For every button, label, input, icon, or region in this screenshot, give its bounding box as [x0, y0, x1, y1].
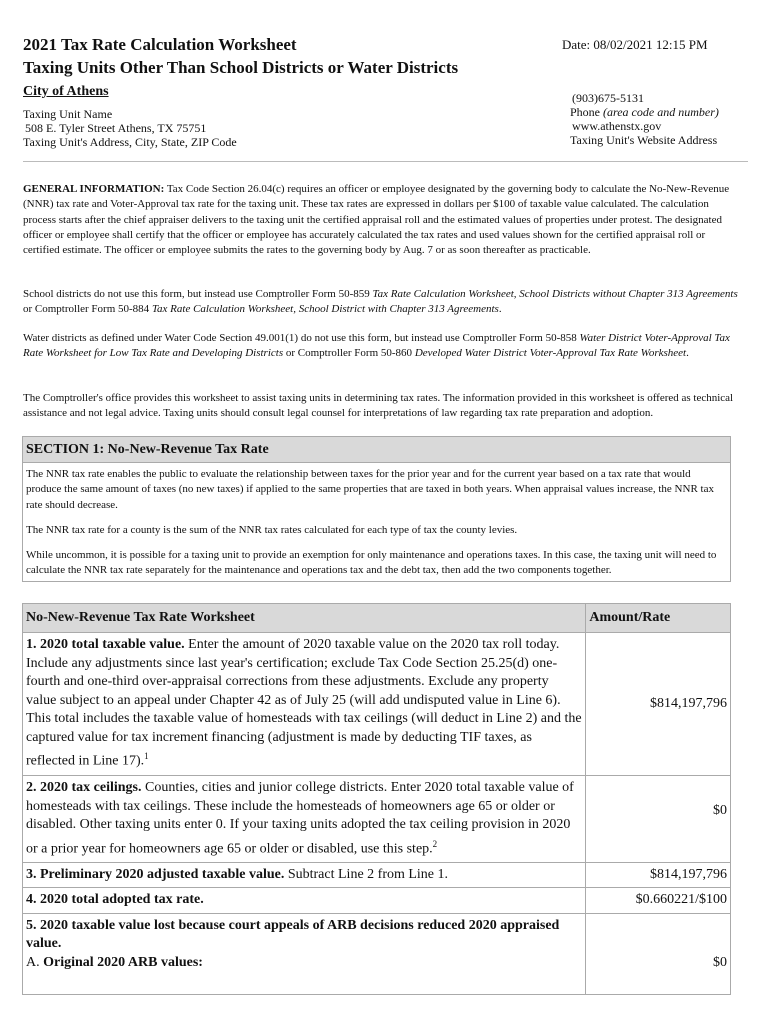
nnr-worksheet-table: [22, 603, 731, 995]
form-50-859-title: Tax Rate Calculation Worksheet, School Districts without Chapter 313 Agreements: [372, 288, 738, 300]
school-districts-period: .: [498, 303, 502, 316]
line-amount: $814,197,796: [586, 633, 731, 776]
water-districts-text: Water districts as defined under Water Code Section 49.001(1) do not use this form, but instead use Comptroller Form 50-858: [23, 332, 580, 344]
section-1: [22, 436, 731, 582]
form-date: Date: 08/02/2021 12:15 PM: [562, 37, 708, 52]
section-1-paragraph: The NNR tax rate for a county is the sum of the NNR tax rates calculated for each type of tax the county levies.: [26, 523, 518, 536]
worksheet-line-3: [23, 862, 731, 888]
section-1-paragraph: The NNR tax rate enables the public to evaluate the relationship between taxes for the prior year and for the current year based on a tax rate that would produce the same amount of taxes (no new taxes) if applied to the same properties that are taxed in both years. When appraisal values increase, the NNR tax rate should decrease.: [26, 468, 714, 511]
phone-hint: (area code and number): [603, 105, 719, 119]
line-amount: $0: [586, 776, 731, 863]
line-description: [23, 888, 586, 914]
form-50-884-title: Tax Rate Calculation Worksheet, School District with Chapter 313 Agreements: [151, 303, 499, 316]
worksheet-line-5: [23, 913, 731, 994]
worksheet-column-amount: Amount/Rate: [586, 604, 731, 633]
website-label: Taxing Unit's Website Address: [570, 133, 718, 147]
phone-number: (903)675-5131: [572, 91, 644, 105]
line-amount: $0: [586, 913, 731, 994]
taxing-unit-address: 508 E. Tyler Street Athens, TX 75751: [25, 121, 207, 135]
school-districts-text: School districts do not use this form, but instead use Comptroller Form 50-859: [23, 288, 373, 300]
comptroller-paragraph: The Comptroller's office provides this worksheet to assist taxing units in determining tax rates. The information provided in this worksheet is offered as technical assistance and not legal advice. Taxing units should consult legal counsel for interpretations of law regarding tax rate preparation and adoption.: [23, 392, 734, 420]
line-title: 4. 2020 total adopted tax rate.: [26, 892, 204, 908]
general-information-text: Tax Code Section 26.04(c) requires an officer or employee designated by the governing body to calculate the No-New-Revenue (NNR) tax rate and Voter-Approval tax rate for the taxing unit. These tax rates are expressed in dollars per $100 of taxable value calculated. The calculation process starts after the chief appraiser delivers to the taxing unit the certified appraisal roll and the estimated values of properties under protest. The designated officer or employee shall certify that the officer or employee has accurately calculated the tax rates and used values shown for the certified appraisal roll or certified estimate. The officer or employee submits the rates to the governing body by Aug. 7 or as soon thereafter as practicable.: [23, 183, 730, 257]
line-title: 3. Preliminary 2020 adjusted taxable value.: [26, 866, 285, 882]
taxing-unit-info: [23, 107, 237, 149]
phone-label-line: [570, 105, 719, 119]
taxing-unit-name-label: Taxing Unit Name: [23, 107, 113, 121]
worksheet-line-4: [23, 888, 731, 914]
school-districts-text-2: or Comptroller Form 50-884: [23, 303, 152, 316]
water-districts-paragraph: [23, 331, 739, 362]
line-text: Subtract Line 2 from Line 1.: [284, 866, 449, 882]
section-1-body: [23, 463, 730, 581]
subline-label: Original 2020 ARB values:: [43, 954, 203, 970]
taxing-unit-address-label: Taxing Unit's Address, City, State, ZIP Code: [23, 135, 237, 149]
website-url: www.athenstx.gov: [572, 119, 662, 133]
worksheet-line-1: [23, 633, 731, 776]
water-districts-period: .: [686, 347, 689, 360]
worksheet-header-row: [23, 604, 731, 633]
section-1-title: SECTION 1: No-New-Revenue Tax Rate: [23, 437, 730, 463]
line-title: 1. 2020 total taxable value.: [26, 637, 185, 652]
subline-prefix: A.: [26, 954, 44, 970]
line-text: Enter the amount of 2020 taxable value on the 2020 tax roll today. Include any adjustments since last year's certification; exclude Tax Code Section 25.25(d) one-fourth and one-third over-appraisal corrections from these adjustments. Exclude any property value subject to an appeal under Chapter 42 as of July 25 (will add undisputed value in Line 6). This total includes the taxable value of homesteads with tax ceilings (will deduct in Line 2) and the captured value for tax increment financing (adjustment is made by deducting TIF taxes, as reflected in Line 17).: [26, 637, 582, 769]
line-amount: $0.660221/$100: [586, 888, 731, 914]
water-districts-text-2: or Comptroller Form 50-860: [283, 347, 415, 360]
worksheet-column-description: No-New-Revenue Tax Rate Worksheet: [23, 604, 586, 633]
school-districts-paragraph: [23, 287, 739, 318]
general-information-lead: GENERAL INFORMATION:: [23, 183, 165, 195]
line-title: 2. 2020 tax ceilings.: [26, 780, 142, 795]
form-50-860-title: Developed Water District Voter-Approval Tax Rate Worksheet: [414, 347, 687, 360]
taxing-unit-contact: [570, 91, 719, 147]
line-description: [23, 633, 586, 776]
general-information-paragraph: [23, 182, 739, 258]
phone-label: Phone: [570, 105, 600, 119]
form-title: 2021 Tax Rate Calculation Worksheet: [23, 35, 297, 54]
line-description: [23, 862, 586, 888]
line-amount: $814,197,796: [586, 862, 731, 888]
form-50-858-title: Water District Voter-Approval Tax Rate Worksheet for Low Tax Rate and Developing Districts: [23, 332, 730, 360]
line-description: [23, 776, 586, 863]
header-divider: [23, 161, 748, 162]
footnote-marker: 1: [144, 751, 149, 761]
taxing-unit-name: City of Athens: [23, 84, 109, 99]
line-title: 5. 2020 taxable value lost because court appeals of ARB decisions reduced 2020 appraised value.: [26, 917, 560, 952]
footnote-marker: 2: [432, 838, 438, 849]
line-description: [23, 913, 586, 994]
section-1-paragraph: While uncommon, it is possible for a taxing unit to provide an exemption for only maintenance and operations taxes. In this case, the taxing unit will need to calculate the NNR tax rate separately for the maintenance and operations tax and the debt tax, then add the two components together.: [26, 549, 717, 577]
worksheet-line-2: [23, 776, 731, 863]
form-subtitle: Taxing Units Other Than School Districts or Water Districts: [23, 58, 459, 77]
line-text: Counties, cities and junior college districts. Enter 2020 total taxable value of homesteads with tax ceilings. These include the homesteads of homeowners age 65 or older or disabled. Other taxing units enter 0. If your taxing units adopted the tax ceiling provision in 2020 or a prior year for homeowners age 65 or older or disabled, use this step.: [26, 780, 574, 857]
